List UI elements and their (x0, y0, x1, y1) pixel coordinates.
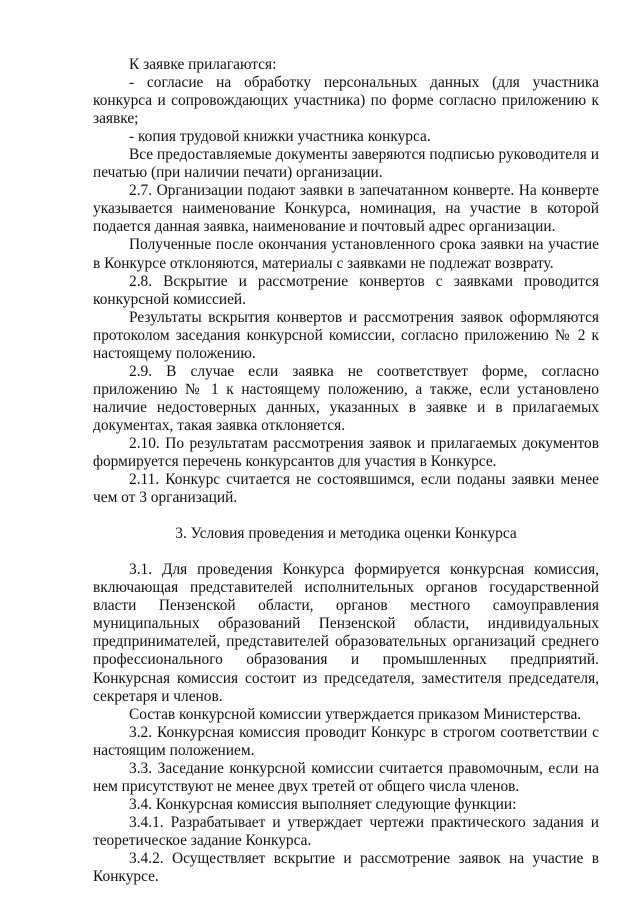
paragraph-workbook-item: - копия трудовой книжки участника конкурса. (129, 128, 431, 146)
paragraph-opening-results: Результаты вскрытия конвертов и рассмотрения заявок оформляются протоколом заседания конкурсной комиссии, согласно приложению № 2 к настоящему положению. (93, 308, 599, 362)
paragraph-3-2: 3.2. Конкурсная комиссия проводит Конкурс в строгом соответствии с настоящим положением. (93, 723, 599, 759)
paragraph-2-7: 2.7. Организации подают заявки в запечатанном конверте. На конверте указывается наименование Конкурса, номинация, на участие в которой подается данная заявка, наименование и почтовый адрес организации. (93, 182, 599, 236)
paragraph-late-applications: Полученные после окончания установленного срока заявки на участие в Конкурсе отклоняются, материалы с заявками не подлежат возврату. (93, 236, 599, 272)
paragraph-commission-composition: Состав конкурсной комиссии утверждается приказом Министерства. (129, 705, 582, 723)
paragraph-2-9: 2.9. В случае если заявка не соответствует форме, согласно приложению № 1 к настоящему положению, а также, если установлено наличие недостоверных данных, указанных в заявке и в прилагаемых документах, такая заявка отклоняется. (93, 362, 599, 434)
paragraph-certification: Все предоставляемые документы заверяются подписью руководителя и печатью (при наличии печати) организации. (93, 146, 599, 182)
document-page (93, 56, 599, 886)
paragraph-2-8: 2.8. Вскрытие и рассмотрение конвертов с заявками проводится конкурсной комиссией. (93, 272, 599, 308)
paragraph-3-4: 3.4. Конкурсная комиссия выполняет следующие функции: (129, 795, 517, 813)
section-title: 3. Условия проведения и методика оценки Конкурса (175, 525, 517, 543)
paragraph-2-10: 2.10. По результатам рассмотрения заявок и прилагаемых документов формируется перечень конкурсантов для участия в Конкурсе. (93, 434, 599, 471)
paragraph-3-1: 3.1. Для проведения Конкурса формируется конкурсная комиссия, включающая представителей исполнительных органов государственной власти Пензенской области, органов местного самоуправления муниципальных образований Пензенской области, индивидуальных предпринимателей, представителей образовательных организаций среднего профессионального образования и промышленных предприятий. Конкурсная комиссия состоит из председателя, заместителя председателя, секретаря и членов. (93, 561, 599, 705)
paragraph-2-11: 2.11. Конкурс считается не состоявшимся, если поданы заявки менее чем от 3 организаций. (93, 471, 599, 507)
paragraph-3-3: 3.3. Заседание конкурсной комиссии считается правомочным, если на нем присутствуют не менее двух третей от общего числа членов. (93, 759, 599, 795)
paragraph-consent-item: - согласие на обработку персональных данных (для участника конкурса и сопровождающих участника) по форме согласно приложению к заявке; (93, 74, 599, 128)
paragraph-3-4-1: 3.4.1. Разрабатывает и утверждает чертежи практического задания и теоретическое задание Конкурса. (93, 813, 599, 849)
paragraph-3-4-2: 3.4.2. Осуществляет вскрытие и рассмотрение заявок на участие в Конкурсе. (93, 849, 599, 886)
paragraph-attachments-intro: К заявке прилагаются: (129, 56, 277, 73)
